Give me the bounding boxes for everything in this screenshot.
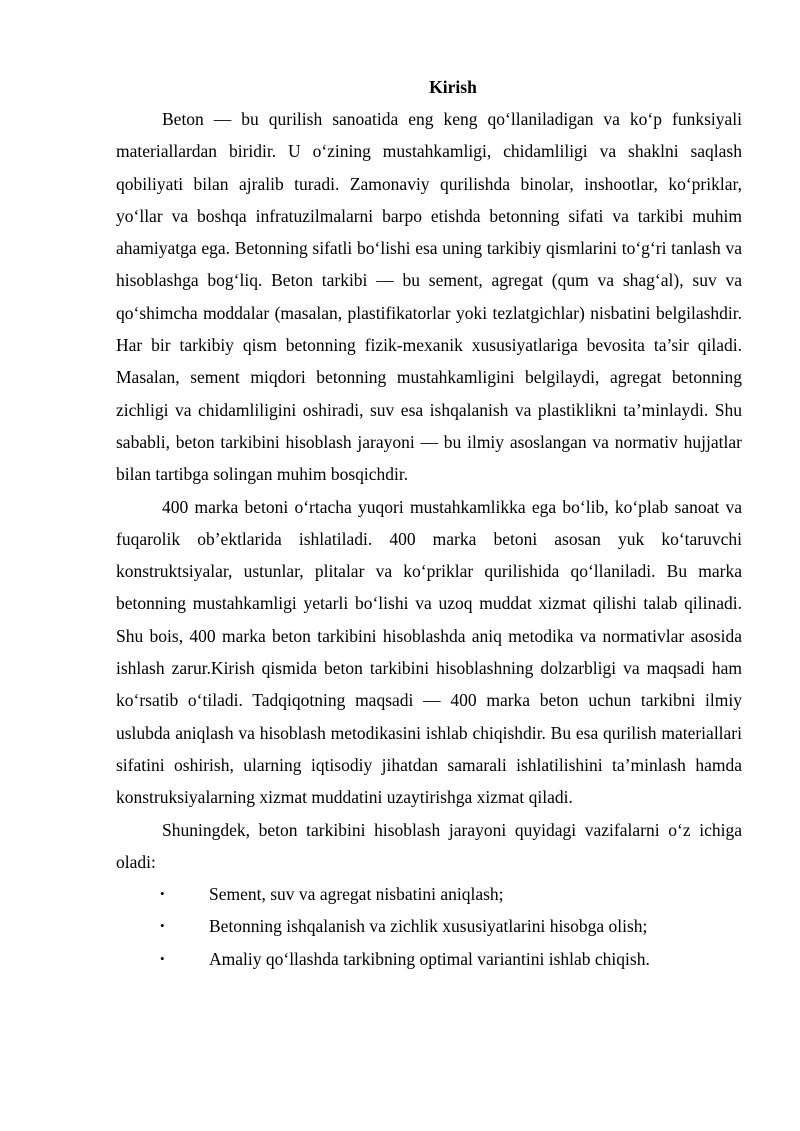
list-item xyxy=(116,910,742,942)
paragraph-intro: Beton — bu qurilish sanoatida eng keng qo‘llaniladigan va ko‘p funksiyali materiallardan biridir. U o‘zining mustahkamligi, chidamliligi va shaklni saqlash qobiliyati bilan ajralib turadi. Zamonaviy qurilishda binolar, inshootlar, ko‘priklar, yo‘llar va boshqa infratuzilmalarni barpo etishda betonning sifati va tarkibi muhim ahamiyatga ega. Betonning sifatli bo‘lishi esa uning tarkibiy qismlarini to‘g‘ri tanlash va hisoblashga bog‘liq. Beton tarkibi — bu sement, agregat (qum va shag‘al), suv va qo‘shimcha moddalar (masalan, plastifikatorlar yoki tezlatgichlar) nisbatini belgilashdir. Har bir tarkibiy qism betonning fizik-mexanik xususiyatlariga bevosita ta’sir qiladi. Masalan, sement miqdori betonning mustahkamligini belgilaydi, agregat betonning zichligi va chidamliligini oshiradi, suv esa ishqalanish va plastiklikni ta’minlaydi. Shu sababli, beton tarkibini hisoblash jarayoni — bu ilmiy asoslangan va normativ hujjatlar bilan tartibga solingan muhim bosqichdir. xyxy=(116,109,742,485)
page-title: Kirish xyxy=(429,77,477,97)
list-item-text: Betonning ishqalanish va zichlik xususiyatlarini hisobga olish; xyxy=(209,916,648,937)
bullet-icon: • xyxy=(160,918,165,934)
list-item xyxy=(116,878,742,910)
list-item-text: Amaliy qo‘llashda tarkibning optimal variantini ishlab chiqish. xyxy=(209,948,650,969)
bullet-icon: • xyxy=(160,886,165,902)
list-item-text: Sement, suv va agregat nisbatini aniqlash; xyxy=(209,884,504,905)
document-page xyxy=(116,74,742,975)
paragraph-tasks: Shuningdek, beton tarkibini hisoblash jarayoni quyidagi vazifalarni o‘z ichiga oladi: xyxy=(116,819,742,872)
bullet-icon: • xyxy=(160,950,165,966)
paragraph-marka-400: 400 marka betoni o‘rtacha yuqori mustahkamlikka ega bo‘lib, ko‘plab sanoat va fuqarolik ob’ektlarida ishlatiladi. 400 marka betoni asosan yuk ko‘taruvchi konstruktsiyalar, ustunlar, plitalar va ko‘priklar qurilishida qo‘llaniladi. Bu marka betonning mustahkamligi yetarli bo‘lishi va uzoq muddat xizmat qilishi talab qilinadi. Shu bois, 400 marka beton tarkibini hisoblashda aniq metodika va normativlar asosida ishlash zarur.Kirish qismida beton tarkibini hisoblashning dolzarbligi va maqsadi ham ko‘rsatib o‘tiladi. Tadqiqotning maqsadi — 400 marka beton uchun tarkibni ilmiy uslubda aniqlash va hisoblash metodikasini ishlab chiqishdir. Bu esa qurilish materiallari sifatini oshirish, ularning iqtisodiy jihatdan samarali ishlatilishini ta’minlash hamda konstruksiyalarning xizmat muddatini uzaytirishga xizmat qiladi. xyxy=(116,496,742,808)
list-item xyxy=(116,943,742,975)
task-list xyxy=(116,878,742,975)
